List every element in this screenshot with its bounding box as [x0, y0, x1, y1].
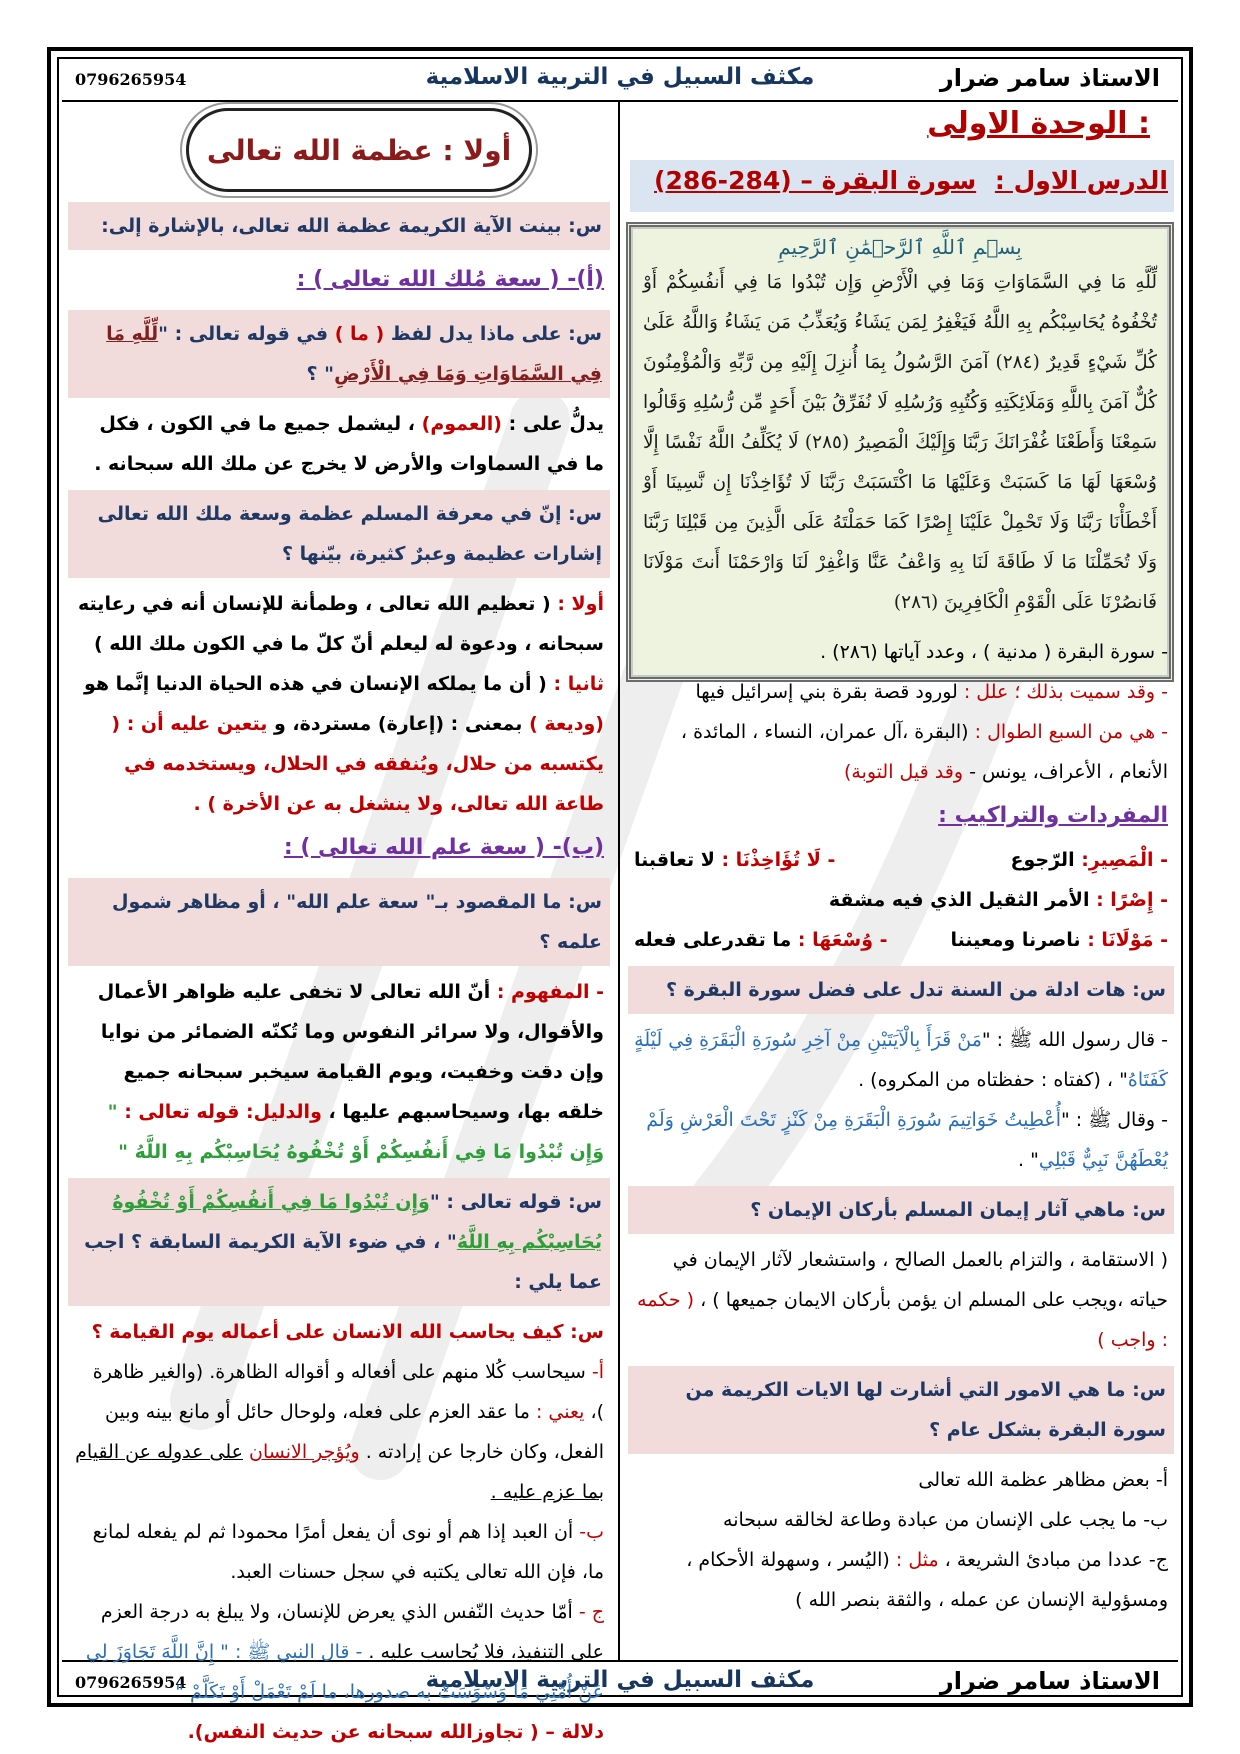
list-item: أ- بعض مظاهر عظمة الله تعالى	[918, 1469, 1168, 1491]
question-text: " ، في ضوء الآية الكريمة السابقة ؟ اجب عما يلي :	[84, 1231, 602, 1293]
page-header	[70, 62, 1170, 102]
section-title-pill: أولا : عظمة الله تعالى	[186, 108, 532, 192]
answer-proof-verse: " وَإِن تُبْدُوا مَا فِي أَنفُسِكُمْ أَوْ تُخْفُوهُ يُحَاسِبْكُم بِهِ اللَّهُ "	[107, 1101, 604, 1163]
vocab-title: المفردات والتراكيب :	[938, 803, 1168, 828]
vocab-row	[628, 880, 1174, 920]
question-text: س: على ماذا يدل لفظ	[390, 323, 602, 345]
left-column-content	[68, 196, 610, 1752]
vocab-meaning: ما تقدرعلى فعله	[634, 929, 792, 951]
question-text: " ؟	[306, 363, 335, 385]
list-item-text: ج- عددا من مبادئ الشريعة ،	[944, 1549, 1168, 1571]
header-title: مكثف السبيل في التربية الاسلامية	[425, 64, 815, 90]
question-verse: وَإِن تُبْدُوا مَا فِي أَنفُسِكُمْ أَوْ تُخْفُوهُ يُحَاسِبْكُم بِهِ اللَّهُ	[112, 1191, 602, 1253]
answer-label: أولا :	[557, 593, 604, 615]
answer-label: ج -	[578, 1601, 604, 1623]
header-divider	[62, 100, 1178, 102]
hadith-1	[628, 1020, 1174, 1100]
question-text: س: قوله تعالى : "	[429, 1191, 602, 1213]
answer-keyword: ويُؤجر الانسان	[249, 1441, 360, 1463]
answer-a	[68, 1352, 610, 1512]
question-kingdom-lessons: س: إنّ في معرفة المسلم عظمة وسعة ملك الله تعالى إشارات عظيمة وعبرٌ كثيرة، بيّنها ؟	[68, 490, 610, 578]
surah-info-3-tail: وقد قيل التوبة)	[843, 761, 964, 783]
answer-word-ma	[68, 404, 610, 484]
surah-info-2-text: لورود قصة بقرة بني إسرائيل فيها	[695, 681, 958, 703]
unit-title: الوحدة الاولى :	[927, 106, 1150, 141]
vocab-meaning: الرّجوع	[1010, 849, 1075, 871]
lesson-title-bar	[630, 160, 1174, 212]
answer-text: ، ليشمل جميع ما في الكون ، فكل ما في السماوات والأرض لا يخرج عن ملك الله سبحانه .	[94, 413, 604, 475]
answer-knowledge-meaning	[68, 972, 610, 1172]
lesson-label: الدرس الاول :	[994, 166, 1168, 195]
header-teacher: الاستاذ سامر ضرار	[939, 64, 1160, 92]
surah-info-2	[628, 672, 1174, 712]
hadith-2	[628, 1100, 1174, 1180]
answer-text: ما عقد العزم على فعله، ولوحال حائل أو مانع بينه وبين الفعل، وكان خارجا عن إرادته .	[105, 1401, 604, 1463]
answer-text: أمّا حديث النّفس الذي يعرض للإنسان، ولا يبلغ به درجة العزم على التنفيذ، فلا يُحاسب عليه .	[100, 1601, 604, 1663]
lesson-surah: سورة البقرة – (284-286)	[654, 166, 977, 195]
answer-text: يدلُّ على :	[508, 413, 604, 435]
answer-label: أ-	[591, 1361, 604, 1383]
answer-text: أنّ الله تعالى لا تخفى عليه ظواهر الأعمال والأقوال، ولا سرائر النفوس وما تُكنّه الضمائر من نوايا وإن دقت وخفيت، ويوم القيامة سيخبر سبحانه جميع خلقه بها، وسيحاسبهم عليها ،	[97, 981, 604, 1123]
surah-info-1: - سورة البقرة ( مدنية ) ، وعدد آياتها (٢٨٦) .	[820, 641, 1168, 663]
question-general-matters: س: ما هي الامور التي أشارت لها الايات الكريمة من سورة البقرة بشكل عام ؟	[628, 1366, 1174, 1454]
right-column-content	[628, 632, 1174, 1620]
question-verse-context	[68, 1178, 610, 1306]
vocab-word: - الْمَصِيرِ:	[1081, 849, 1168, 871]
question-word-ma	[68, 310, 610, 398]
answer-hadith-text: " إِنَّ اللَّهَ تَجَاوَزَ لِي عَنْ أُمَّتِي مَا وَسْوَسَتْ به صدورها، ما لَمْ تَعْمَلْ أَوْ تَكَلَّمْ "	[85, 1641, 604, 1703]
answer-text: ( أن ما يملكه الإنسان في هذه الحياة الدنيا إنَّما هو	[83, 673, 547, 695]
hadith-1-note: " ، (كفتاه : حفظتاه من المكروه) .	[858, 1069, 1128, 1091]
quran-verses-box	[626, 222, 1174, 682]
vocab-row	[628, 920, 1174, 960]
answer-faith-ruling: ( حكمه : واجب )	[637, 1289, 1168, 1351]
subsection-knowledge: (ب)- ( سعة علم الله تعالى ) :	[283, 835, 604, 860]
answer-label: ثانيا :	[553, 673, 604, 695]
hadith-2-text: أُعْطِيتُ خَوَاتِيمَ سُورَةِ الْبَقَرَةِ مِنْ كَنْزٍ تَحْتَ الْعَرْشِ وَلَمْ يُعْطَهُنَّ نَبِيٌّ قَبْلِي	[646, 1109, 1168, 1171]
question-faith-effects: س: ماهي آثار إيمان المسلم بأركان الإيمان ؟	[628, 1186, 1174, 1234]
hadith-2-intro: - وقال ﷺ : "	[1061, 1109, 1168, 1131]
question-knowledge-meaning: س: ما المقصود بـ" سعة علم الله" ، أو مظاهر شمول علمه ؟	[68, 878, 610, 966]
answer-first	[68, 584, 610, 664]
answer-faith-effects-text: ( الاستقامة ، والتزام بالعمل الصالح ، واستشعار لآثار الإيمان في حياته ،ويجب على المسلم ان يؤمن بأركان الايمان جميعها ) ،	[672, 1249, 1168, 1311]
answer-text: بمعنى : (إعارة) مستردة، و	[273, 713, 523, 735]
column-divider	[618, 100, 620, 1660]
surah-info-3-label: - هي من السبع الطوال :	[974, 721, 1168, 743]
answer-text: أن العبد إذا هم أو نوى أن يفعل أمرًا محمودا ثم لم يفعله لمانع ما، فإن الله تعالى يكتبه في سجل حسنات العبد.	[92, 1521, 604, 1583]
answer-keyword: يعني :	[535, 1401, 585, 1423]
surah-info-3-text: (البقرة ،آل عمران، النساء ، المائدة ، الأنعام ، الأعراف، يونس -	[680, 721, 1168, 783]
vocab-word: - لَا تُؤَاخِذْنَا :	[721, 849, 836, 871]
answer-c	[68, 1592, 610, 1712]
list-item: ب- ما يجب على الإنسان من عبادة وطاعة لخالقه سبحانه	[723, 1509, 1168, 1531]
answer-label: ب-	[579, 1521, 604, 1543]
hadith-1-text: مَنْ قَرَأَ بِالْآيَتَيْنِ مِنْ آخِرِ سُورَةِ الْبَقَرَةِ فِي لَيْلَةٍ كَفَتَاهُ	[634, 1029, 1168, 1091]
surah-info-3	[628, 712, 1174, 792]
question-accountability: س: كيف يحاسب الله الانسان على أعماله يوم القيامة ؟	[91, 1321, 604, 1343]
answer-second	[68, 664, 610, 824]
answer-text: على عدوله عن القيام بما عزم عليه .	[75, 1441, 604, 1503]
quran-verses: لِّلَّهِ مَا فِي السَّمَاوَاتِ وَمَا فِي الْأَرْضِ وَإِن تُبْدُوا مَا فِي أَنفُسِكُمْ أَوْ تُخْفُوهُ يُحَاسِبْكُم بِهِ اللَّهُ فَيَغْفِرُ لِمَن يَشَاءُ وَيُعَذِّبُ مَن يَشَاءُ وَاللَّهُ عَلَىٰ كُلِّ شَيْءٍ قَدِيرٌ (٢٨٤) آمَنَ الرَّسُولُ بِمَا أُنزِلَ إِلَيْهِ مِن رَّبِّهِ وَالْمُؤْمِنُونَ كُلٌّ آمَنَ بِاللَّهِ وَمَلَائِكَتِهِ وَكُتُبِهِ وَرُسُلِهِ لَا نُفَرِّقُ بَيْنَ أَحَدٍ مِّن رُّسُلِهِ وَقَالُوا سَمِعْنَا وَأَطَعْنَا غُفْرَانَكَ رَبَّنَا وَإِلَيْكَ الْمَصِيرُ (٢٨٥) لَا يُكَلِّفُ اللَّهُ نَفْسًا إِلَّا وُسْعَهَا لَهَا مَا كَسَبَتْ وَعَلَيْهَا مَا اكْتَسَبَتْ رَبَّنَا لَا تُؤَاخِذْنَا إِن نَّسِينَا أَوْ أَخْطَأْنَا رَبَّنَا وَلَا تَحْمِلْ عَلَيْنَا إِصْرًا كَمَا حَمَلْتَهُ عَلَى الَّذِينَ مِن قَبْلِنَا رَبَّنَا وَلَا تُحَمِّلْنَا مَا لَا طَاقَةَ لَنَا بِهِ وَاعْفُ عَنَّا وَاغْفِرْ لَنَا وَارْحَمْنَا أَنتَ مَوْلَانَا فَانصُرْنَا عَلَى الْقَوْمِ الْكَافِرِينَ (٢٨٦)	[643, 272, 1157, 613]
vocab-word-cell	[634, 920, 888, 960]
vocab-meaning: ناصرنا ومعيننا	[950, 929, 1081, 951]
answer-label: - المفهوم :	[496, 981, 604, 1003]
answer-keyword: (العموم)	[421, 413, 502, 435]
vocab-meaning: لا تعاقبنا	[634, 849, 715, 871]
vocab-meaning: الأمر الثقيل الذي فيه مشقة	[828, 889, 1090, 911]
hadith-1-intro: - قال رسول الله ﷺ : "	[981, 1029, 1168, 1051]
footer-teacher: الاستاذ سامر ضرار	[939, 1667, 1160, 1695]
vocab-word: - إِصْرًا :	[1096, 889, 1168, 911]
footer-phone: 0796265954	[75, 1673, 187, 1692]
vocab-word: - مَوْلَانَا :	[1087, 929, 1168, 951]
answer-b	[68, 1512, 610, 1592]
question-text: في قوله تعالى : "	[158, 323, 329, 345]
header-phone: 0796265954	[75, 70, 187, 89]
subsection-kingdom: (أ)- ( سعة مُلك الله تعالى ) :	[296, 267, 604, 292]
footer-title: مكثف السبيل في التربية الاسلامية	[425, 1667, 815, 1693]
list-item-examples: (اليُسر ، وسهولة الأحكام ، ومسؤولية الإنسان عن عمله ، والثقة بنصر الله )	[686, 1549, 1168, 1611]
answer-text: ( يكتسبه من حلال، ويُنفقه في الحلال، ويستخدمه في طاعة الله تعالى، ولا ينشغل به عن الأخرة ) .	[111, 713, 604, 815]
vocab-word-cell	[1011, 840, 1168, 880]
answer-hadith-intro: - قال النبي ﷺ :	[234, 1641, 363, 1663]
surah-info-2-label: - وقد سميت بذلك ؛ علل :	[963, 681, 1168, 703]
answer-faith-effects	[628, 1240, 1174, 1360]
answer-significance: دلالة – ( تجاوزالله سبحانه عن حديث النفس).	[187, 1721, 604, 1743]
answer-keyword: يتعين عليه أن :	[126, 713, 268, 735]
vocab-row	[628, 840, 1174, 880]
vocab-word-cell	[951, 920, 1168, 960]
hadith-2-close: " .	[1018, 1149, 1039, 1171]
list-item	[628, 1540, 1174, 1620]
question-sunnah-evidence: س: هات ادلة من السنة تدل على فضل سورة البقرة ؟	[628, 966, 1174, 1014]
question-verse: لِّلَّهِ مَا فِي السَّمَاوَاتِ وَمَا فِي الْأَرْضِ	[106, 323, 602, 385]
answer-keyword: (وديعة )	[529, 713, 604, 735]
bismillah: بِسۡمِ ٱللَّهِ ٱلرَّحۡمَٰنِ ٱلرَّحِيمِ	[778, 235, 1022, 259]
vocab-word: - وُسْعَهَا :	[797, 929, 888, 951]
answer-proof-label: والدليل: قوله تعالى :	[124, 1101, 322, 1123]
vocab-word-cell	[634, 840, 835, 880]
answer-text: سيحاسب كُلا منهم على أفعاله و أقواله الظاهرة. (والغير ظاهرة )،	[92, 1361, 604, 1423]
question-keyword: ( ما )	[334, 323, 385, 345]
answer-text: ( تعظيم الله تعالى ، وطمأنة للإنسان أنه في رعايته سبحانه ، ودعوة له ليعلم أنّ كلّ ما في الكون ملك الله )	[78, 593, 604, 655]
list-item-example-label: مثل :	[895, 1549, 939, 1571]
question-greatness: س: بينت الآية الكريمة عظمة الله تعالى، بالإشارة إلى:	[68, 202, 610, 250]
vocab-word-cell	[829, 880, 1168, 920]
